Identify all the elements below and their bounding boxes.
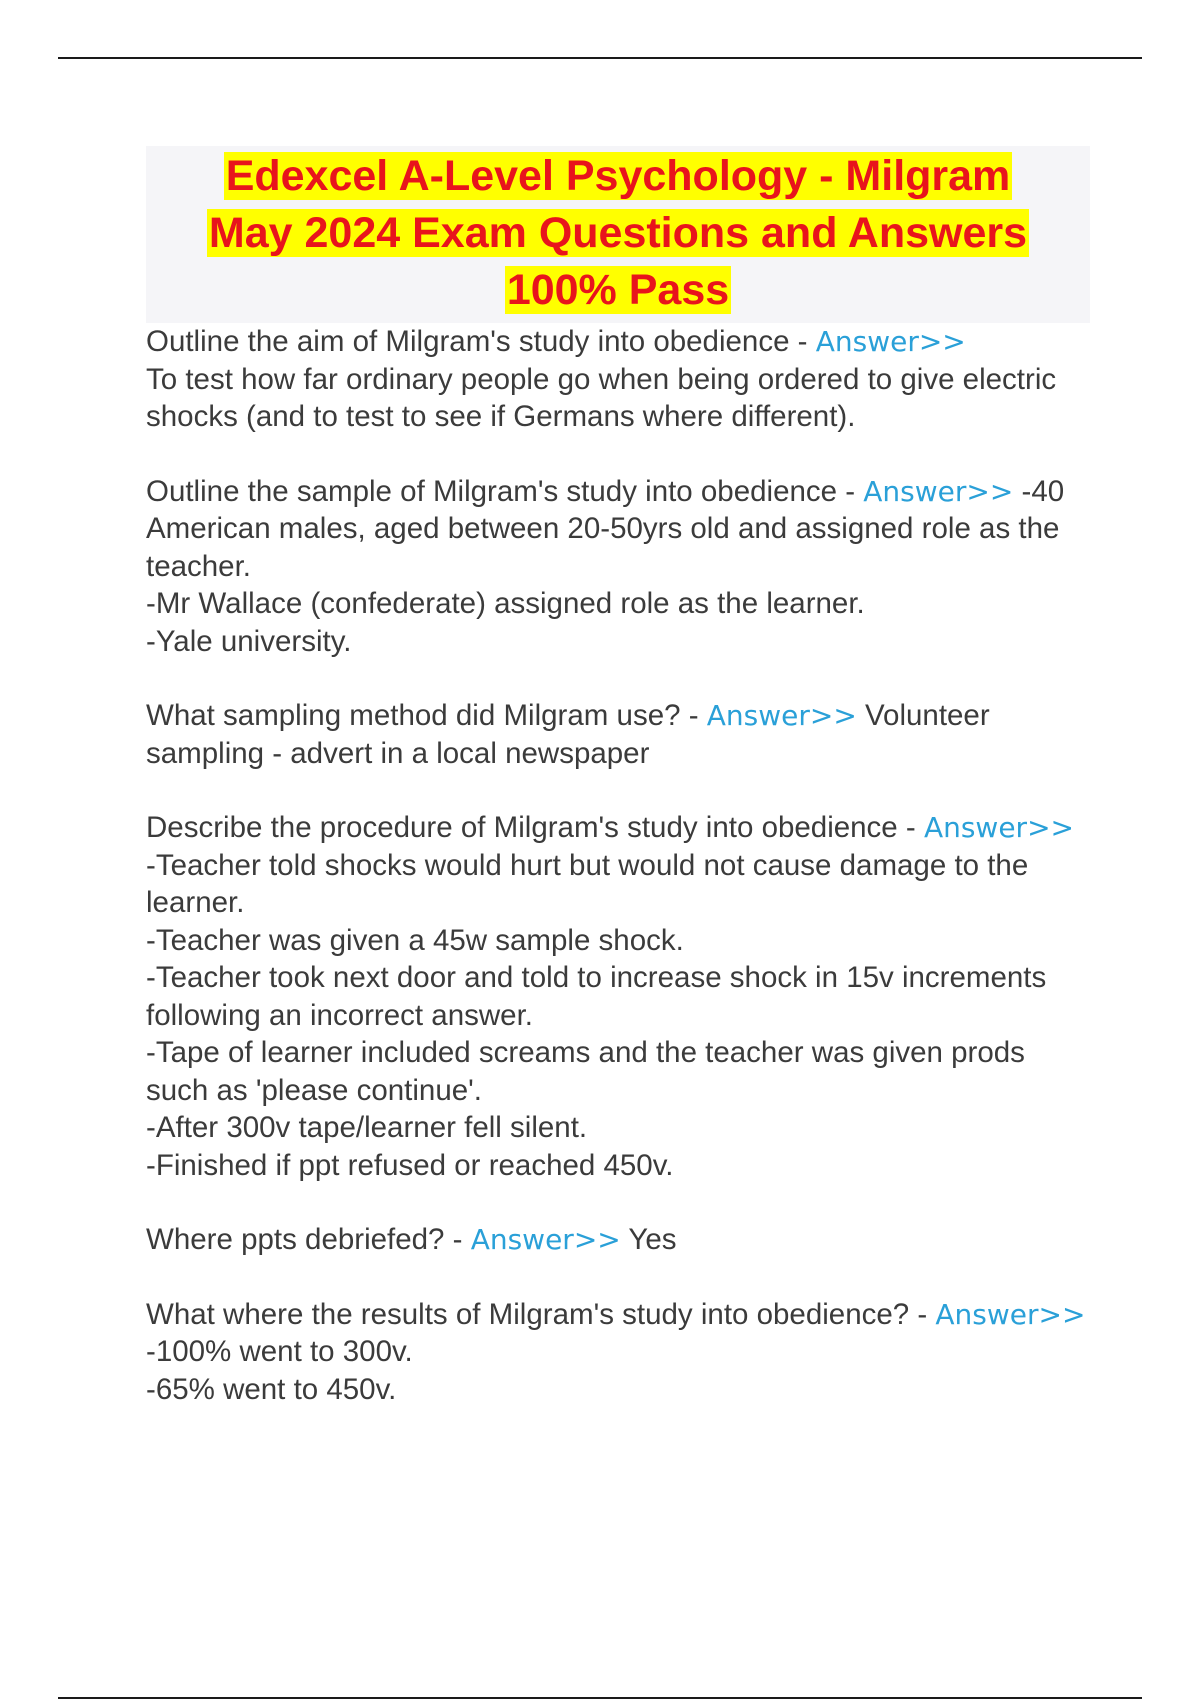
- answer-label: Answer>>: [923, 811, 1074, 844]
- answer-line: -Mr Wallace (confederate) assigned role as the learner.: [146, 587, 865, 620]
- answer-line: -Teacher was given a 45w sample shock.: [146, 923, 684, 957]
- question-text: What sampling method did Milgram use? -: [146, 699, 707, 732]
- answer-label: Answer>>: [815, 325, 966, 358]
- qa-item: [146, 1221, 1090, 1259]
- answer-label: Answer>>: [935, 1297, 1086, 1331]
- answer-line: -Tape of learner included screams and the teacher was given prods such as 'please continue'.: [146, 1036, 1025, 1107]
- top-rule: [58, 57, 1142, 59]
- question-text: What where the results of Milgram's study into obedience? -: [146, 1297, 936, 1331]
- qa-item: [146, 473, 1090, 661]
- question-text: Describe the procedure of Milgram's study into obedience -: [146, 811, 924, 844]
- qa-item: [146, 1296, 1090, 1409]
- document-title: [146, 146, 1090, 323]
- title-line-1: Edexcel A-Level Psychology - Milgram: [225, 152, 1011, 200]
- answer-line: -Finished if ppt refused or reached 450v.: [146, 1148, 674, 1182]
- qa-item: [146, 697, 1090, 772]
- answer-line: -40 American males, aged between 20-50yrs old and assigned role as the teacher.: [146, 474, 1065, 583]
- answer-line: -Teacher told shocks would hurt but would not cause damage to the learner.: [146, 848, 1029, 919]
- qa-item: [146, 809, 1090, 1184]
- question-text: Outline the aim of Milgram's study into obedience -: [146, 325, 816, 358]
- qa-item: [146, 323, 1090, 436]
- answer-label: Answer>>: [706, 699, 857, 732]
- document-body: [146, 146, 1090, 1445]
- title-line-2: May 2024 Exam Questions and Answers: [208, 209, 1028, 257]
- answer-line: -Teacher took next door and told to increase shock in 15v increments following an incorrect answer.: [146, 961, 1047, 1032]
- title-line-3: 100% Pass: [506, 266, 730, 314]
- answer-line: Yes: [620, 1223, 677, 1256]
- answer-label: Answer>>: [470, 1223, 621, 1256]
- answer-line: -100% went to 300v.: [146, 1335, 413, 1368]
- bottom-rule: [58, 1697, 1142, 1699]
- answer-line: To test how far ordinary people go when being ordered to give electric shocks (and to test to see if Germans where different).: [146, 362, 1057, 433]
- answer-line: -65% went to 450v.: [146, 1372, 397, 1406]
- question-text: Where ppts debriefed? -: [146, 1223, 471, 1256]
- answer-line: -Yale university.: [146, 624, 352, 658]
- answer-label: Answer>>: [863, 474, 1014, 508]
- question-text: Outline the sample of Milgram's study into obedience -: [146, 474, 864, 508]
- answer-line: -After 300v tape/learner fell silent.: [146, 1111, 588, 1144]
- answer-line: Volunteer sampling - advert in a local newspaper: [146, 699, 990, 770]
